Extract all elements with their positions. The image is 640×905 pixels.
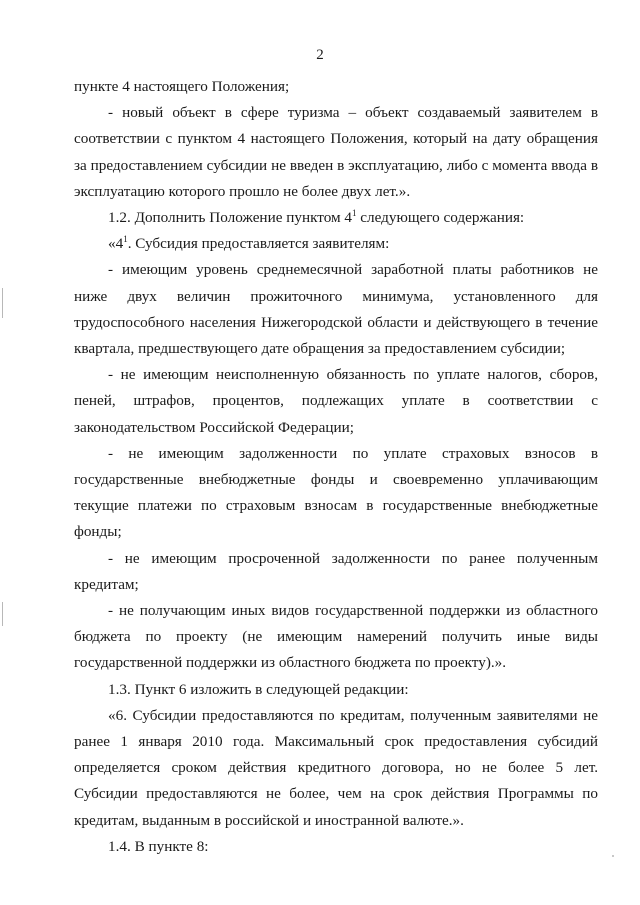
paragraph-section-1-2 (74, 205, 598, 231)
list-item-taxes: - не имеющим неисполненную обязанность по уплате налогов, сборов, пеней, штрафов, процентов, подлежащих уплате в соответствии с законодательством Российской Федерации; (74, 366, 598, 436)
paragraph-section-1-4: 1.4. В пункте 8: (108, 837, 209, 855)
document-body (74, 74, 598, 860)
scan-margin-mark (2, 602, 3, 626)
paragraph-section-1-3: 1.3. Пункт 6 изложить в следующей редакции: (108, 680, 409, 698)
list-item-credits: - не имеющим просроченной задолженности по ранее полученным кредитам; (74, 549, 598, 593)
superscript-index: 1 (352, 208, 357, 219)
list-item-state-support: - не получающим иных видов государственной поддержки из областного бюджета по проекту (не имеющим намерений получить иные виды государственной поддержки из областного бюджета по проекту).». (74, 602, 598, 672)
superscript-index: 1 (123, 234, 128, 245)
scan-speck (612, 855, 614, 857)
scan-margin-mark (2, 288, 3, 318)
list-item-salary: - имеющим уровень среднемесячной заработной платы работников не ниже двух величин прожиточного минимума, установленного для трудоспособного населения Нижегородской области и действующего в течение квартала, предшествующего дате обращения за предоставлением субсидии; (74, 261, 598, 358)
paragraph-point-4-1-before: «4 (108, 235, 124, 253)
paragraph-point-6: «6. Субсидии предоставляются по кредитам, полученным заявителями не ранее 1 января 2010 года. Максимальный срок предоставления субсидий определяется сроком действия кредитного договора, но не более 5 лет. Субсидии предоставляются не более, чем на срок действия Программы по кредитам, выданным в российской и иностранной валюте.». (74, 706, 598, 829)
paragraph-continuation: пункте 4 настоящего Положения; (74, 78, 290, 95)
paragraph-section-1-2-before: 1.2. Дополнить Положение пунктом 4 (108, 209, 352, 227)
paragraph-section-1-2-after: следующего содержания: (356, 209, 525, 227)
list-item-insurance: - не имеющим задолженности по уплате страховых взносов в государственные внебюджетные фонды и своевременно уплачивающим текущие платежи по страховым взносам в государственные внебюджетные фонды; (74, 444, 598, 541)
paragraph-new-tourism-object: - новый объект в сфере туризма – объект создаваемый заявителем в соответствии с пунктом 4 настоящего Положения, который на дату обращения за предоставлением субсидии не введен в эксплуатацию, либо с момента ввода в эксплуатацию которого прошло не более двух лет.». (74, 104, 598, 200)
page-number: 2 (316, 47, 324, 63)
paragraph-point-4-1 (74, 231, 598, 257)
paragraph-point-4-1-after: . Субсидия предоставляется заявителям: (127, 235, 390, 253)
